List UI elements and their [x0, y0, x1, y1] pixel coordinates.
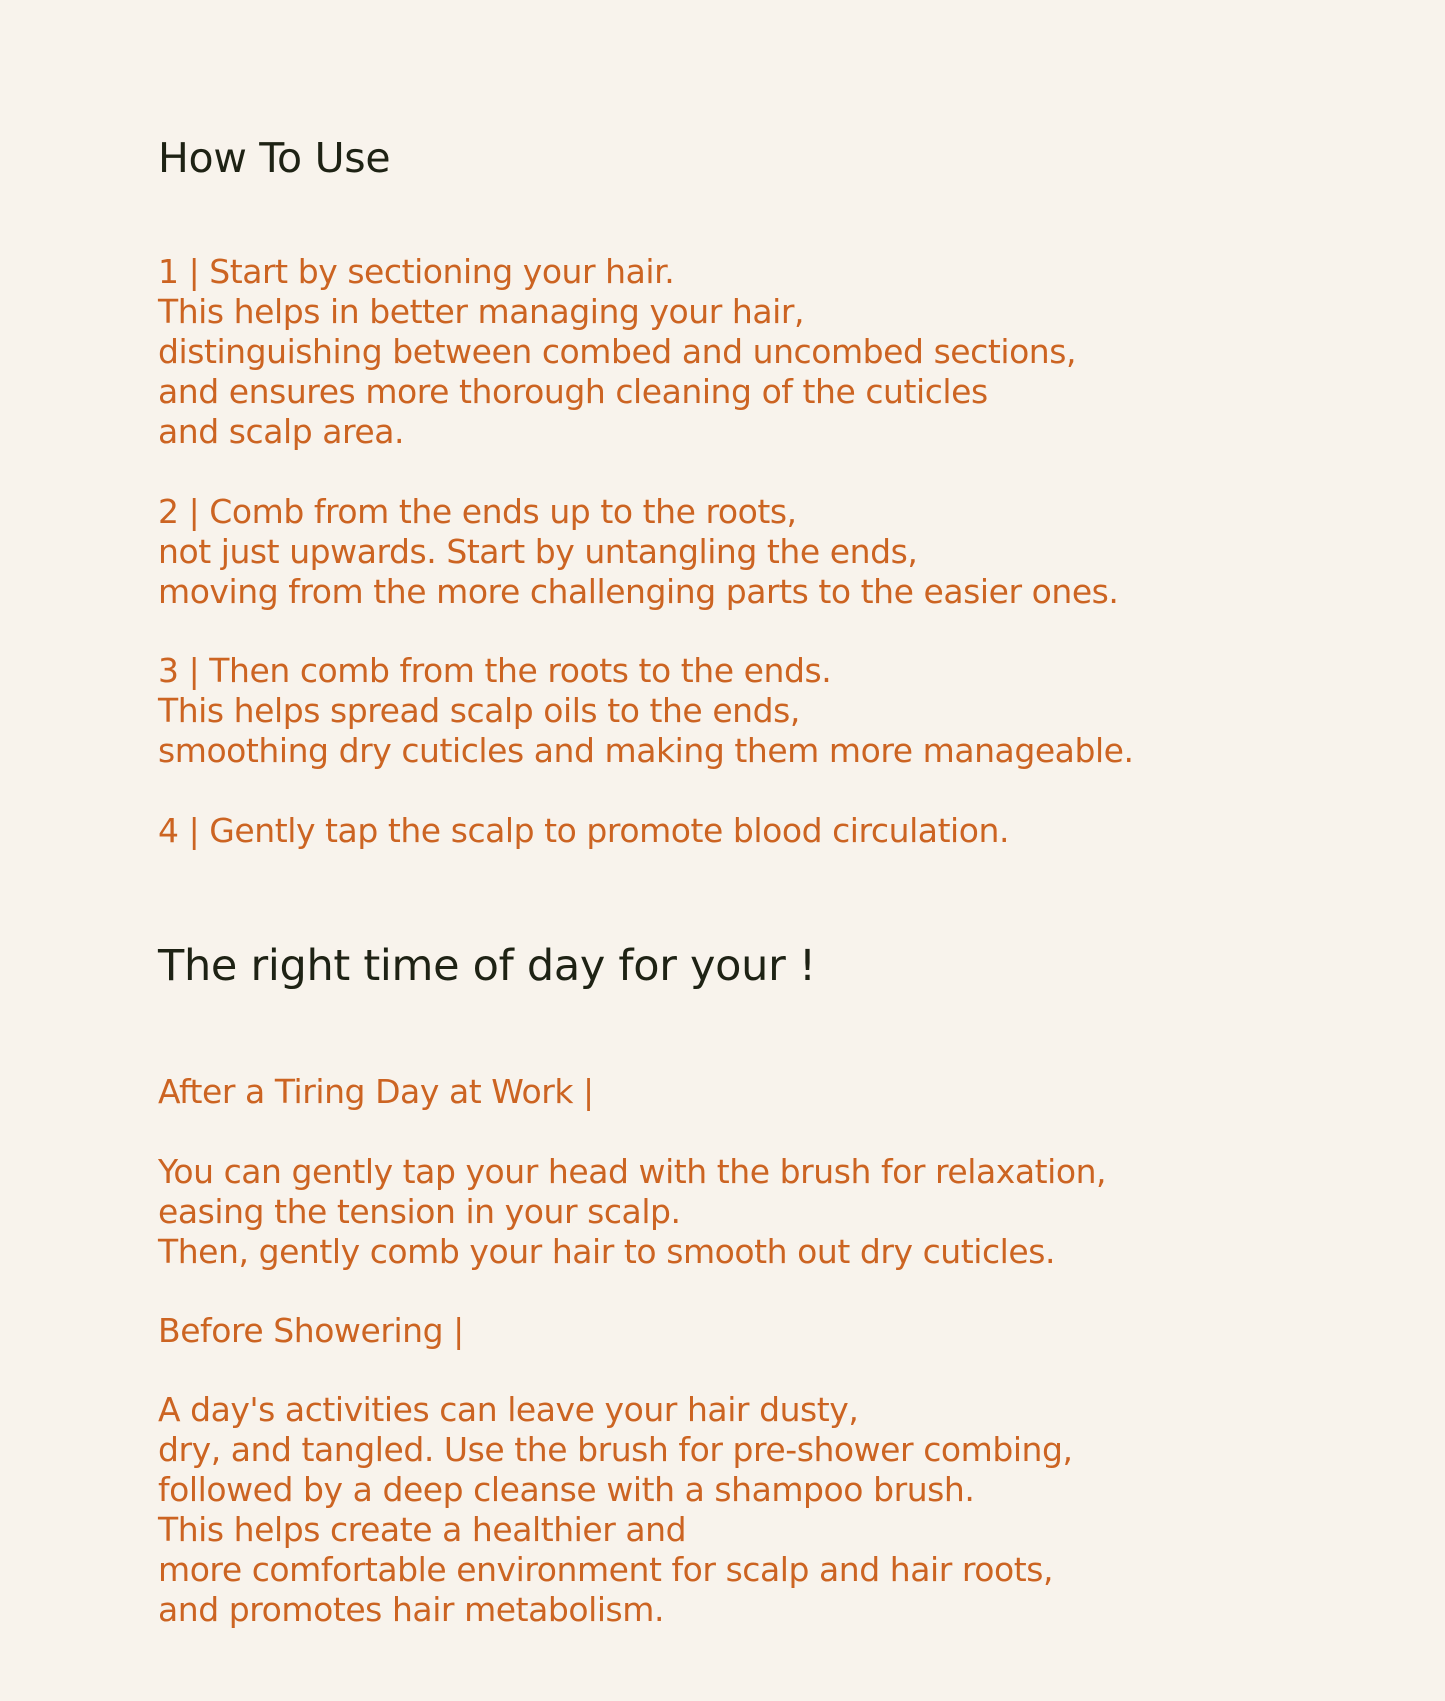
step-3-line: 3 | Then comb from the roots to the ends. — [158, 651, 832, 690]
step-2-line: 2 | Comb from the ends up to the roots, — [158, 492, 797, 531]
occasion-work-line: You can gently tap your head with the brush for relaxation, — [158, 1152, 1107, 1191]
occasion-shower-line: A day's activities can leave your hair dusty, — [158, 1390, 859, 1429]
right-time-title: The right time of day for your ! — [158, 941, 816, 991]
step-2-line: not just upwards. Start by untangling the ends, — [158, 532, 918, 571]
step-4-line: 4 | Gently tap the scalp to promote blood circulation. — [158, 811, 1010, 850]
step-1-line: and scalp area. — [158, 412, 405, 451]
step-1-line: 1 | Start by sectioning your hair. — [158, 252, 675, 291]
step-3-line: smoothing dry cuticles and making them more manageable. — [158, 731, 1134, 770]
occasion-text-work — [158, 1152, 1106, 1272]
occasion-shower-line: followed by a deep cleanse with a shampoo brush. — [158, 1470, 975, 1509]
step-2-line: moving from the more challenging parts to the easier ones. — [158, 572, 1119, 611]
occasion-heading-shower: Before Showering | — [158, 1311, 464, 1350]
occasion-shower-line: dry, and tangled. Use the brush for pre-shower combing, — [158, 1430, 1073, 1469]
step-3 — [158, 651, 1134, 771]
step-1 — [158, 252, 1076, 452]
occasion-shower-line: This helps create a healthier and — [158, 1510, 687, 1549]
step-3-line: This helps spread scalp oils to the ends, — [158, 691, 800, 730]
step-1-line: This helps in better managing your hair, — [158, 292, 805, 331]
occasion-work-line: easing the tension in your scalp. — [158, 1192, 681, 1231]
occasion-work-line: Then, gently comb your hair to smooth out dry cuticles. — [158, 1232, 1055, 1271]
step-4 — [158, 811, 1009, 851]
step-2 — [158, 492, 1118, 612]
occasion-shower-line: and promotes hair metabolism. — [158, 1590, 665, 1629]
step-1-line: and ensures more thorough cleaning of the cuticles — [158, 372, 988, 411]
how-to-use-title: How To Use — [158, 134, 391, 182]
occasion-heading-work: After a Tiring Day at Work | — [158, 1072, 594, 1111]
occasion-text-shower — [158, 1390, 1073, 1630]
occasion-shower-line: more comfortable environment for scalp and hair roots, — [158, 1550, 1054, 1589]
step-1-line: distinguishing between combed and uncombed sections, — [158, 332, 1077, 371]
